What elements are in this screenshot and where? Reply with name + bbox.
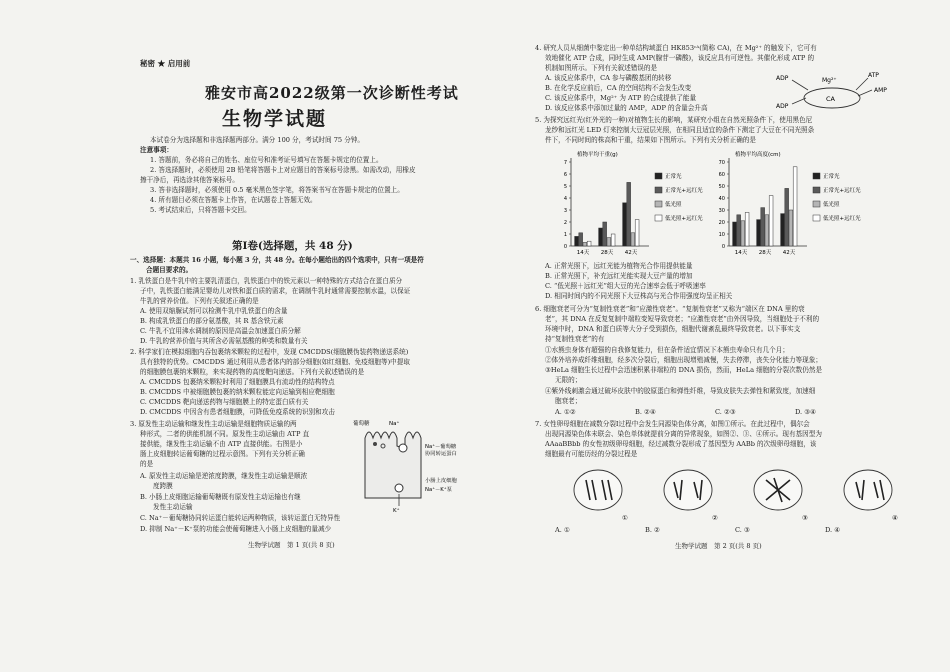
k-label: K⁺: [393, 508, 400, 514]
q3-option-a-cont: 度跨膜: [153, 482, 173, 490]
q3-option-c: C. Na⁺－葡萄糖协同转运蛋白能转运两种物质，该转运蛋白无特异性: [140, 514, 341, 522]
chart-legend-entry: 正常光+远红光: [665, 188, 703, 194]
q2-option-d: D. CMCDDS 中因含有患者细胞膜，可降低免疫系统的识别和攻击: [140, 408, 335, 416]
q6-option-b: B. ②④: [635, 408, 656, 416]
chart-bar: [635, 220, 639, 246]
q7-stem: 细胞最有可能历经的分裂过程是: [545, 450, 638, 458]
q2-option-c: C. CMCDDS 靶向递送药物与细胞膜上的特定蛋白质有关: [140, 398, 309, 406]
chart-y-tick-label: 30: [718, 208, 725, 214]
glucose-label: 葡萄糖: [353, 421, 370, 427]
chart-x-tick-label: 14天: [734, 250, 748, 256]
chart-bar: [745, 212, 749, 246]
chart-x-tick-label: 14天: [576, 250, 590, 256]
exam-title: 雅安市高2022级第一次诊断性考试: [205, 84, 459, 102]
q5-option-a: A. 正常光照下，远红光能为植物光合作用提供能量: [545, 262, 693, 270]
ca-label: CA: [826, 95, 835, 103]
q1-option-c: C. 牛乳不宜用沸水调制的原因是高温会加速蛋白质分解: [140, 327, 301, 335]
section-1-lead-cont: 合题目要求的。: [146, 266, 193, 274]
mg-label: Mg²⁺: [822, 77, 837, 84]
q6-fact: ③HeLa 细胞生长过程中会迅速积累非端粒的 DNA 损伤，然而，HeLa 细胞的分裂次数仍然是: [545, 366, 823, 374]
adp-top-label: ADP: [776, 75, 789, 82]
chart-bar: [757, 220, 761, 246]
q6-stem: 老”，其 DNA 在反复复制中端粒变短导致衰老；“应激性衰老”由外因导致，当细胞处于不利的: [545, 315, 820, 323]
q7-option-a: A. ①: [555, 526, 570, 534]
chart-y-tick-label: 4: [563, 196, 567, 202]
q5-stem: 龙纱和远红光 LED 灯来控制大豆冠层光照，在相同且适宜的条件下测定了大豆在不同光照条: [545, 126, 815, 134]
chart-bar: [603, 222, 607, 246]
chart-legend-entry: 低光照+远红光: [823, 216, 861, 222]
chart-bar: [741, 221, 745, 246]
q3-option-b-cont: 发性主动运输: [153, 503, 193, 511]
chart-bar: [579, 233, 583, 246]
q6-stem: 环境中时，DNA 和蛋白质等大分子受到损伤，细胞代谢紊乱最终导致衰老。以下事实支: [545, 325, 801, 333]
chart-x-tick-label: 42天: [782, 250, 796, 256]
chart-legend-swatch: [655, 201, 662, 207]
q1-option-d: D. 牛乳的营养价值与其所含必需氨基酸的种类和数量有关: [140, 337, 308, 345]
q5-height-chart: [705, 148, 905, 260]
chart-y-tick-label: 3: [563, 208, 567, 214]
q4-stem: 机制如图所示。下列有关叙述错误的是: [545, 64, 658, 72]
instruction-item: 4. 所有题目必须在答题卡上作答，在试题卷上答题无效。: [150, 196, 317, 204]
q2-stem: 的细胞膜包裹纳米颗粒，来实现药物的高度靶向递送。下列有关叙述错误的是: [140, 368, 365, 376]
instructions-heading: 注意事项：: [140, 146, 173, 154]
chart-x-tick-label: 42天: [624, 250, 638, 256]
chart-bar: [607, 238, 611, 246]
chart-legend-entry: 低光照: [665, 202, 682, 208]
chart-bar: [793, 167, 797, 246]
chart-bar: [761, 208, 765, 246]
chart-y-tick-label: 6: [563, 172, 567, 178]
chart-bar: [765, 215, 769, 246]
chart-ylabel: 植物平均高度(cm): [735, 152, 781, 158]
page-2: [475, 0, 950, 672]
meiosis-cell-4: [844, 470, 892, 510]
q7-stem: 7. 女性卵母细胞在减数分裂Ⅰ过程中会发生同源染色体分离，如图①所示。在此过程中，偶尔会: [535, 420, 810, 428]
q6-stem: 持“复制性衰老”的有: [545, 335, 605, 343]
chart-bar: [789, 210, 793, 246]
pump-label: Na⁺－K⁺泵: [425, 487, 452, 493]
q6-option-a: A. ①②: [555, 408, 576, 416]
q4-stem: 效地催化 ATP 合成，同时生成 AMP(腺苷一磷酸)，该反应具有可逆性。其催化形成 ATP 的: [545, 54, 815, 62]
q5-stem: 5. 为探究远红光(红外光的一种)对植物生长的影响，某研究小组在自然光照条件下，使用黑色尼: [535, 116, 813, 124]
secret-label: 秘密 ★ 启用前: [140, 59, 191, 68]
q7-option-b: B. ②: [645, 526, 660, 534]
chart-bar: [611, 234, 615, 246]
cell-label: 小肠上皮细胞: [425, 478, 457, 484]
chart-ylabel: 植物平均干重(g): [577, 152, 618, 158]
atp-out-arrow: [856, 78, 868, 90]
q7-stem: 出现同源染色体未联会、染色单体就提前分离的异常现象，如图②、③、④所示。现有基因型为: [545, 430, 822, 438]
q4-option-b: B. 在化学反应前后，CA 的空间结构不会发生改变: [545, 84, 692, 92]
q1-stem: 子中，乳铁蛋白能满足婴幼儿对铁和蛋白质的需求，在调制牛乳时通常需要控制水温，以保证: [140, 287, 411, 295]
glucose-dot: [373, 442, 377, 446]
q4-stem: 4. 研究人员从细菌中鉴定出一种单结构域蛋白 HK853ᶜᴬ(简称 CA)，在 Mg²⁺ 的触发下，它可有: [535, 44, 817, 52]
chart-y-tick-label: 0: [721, 244, 725, 250]
chart-legend-swatch: [655, 173, 662, 179]
na-label: Na⁺: [389, 421, 400, 427]
chart-y-tick-label: 50: [718, 184, 725, 190]
q5-option-d: D. 相同时间内的不同光照下大豆株高与光合作用强度均呈正相关: [545, 292, 733, 300]
atp-label: ATP: [868, 72, 879, 79]
q6-option-d: D. ③④: [795, 408, 817, 416]
adp-bottom-label: ADP: [776, 103, 789, 110]
chart-y-tick-label: 40: [718, 196, 725, 202]
q6-fact-cont: 无限的；: [555, 376, 582, 384]
section-1-title: 第Ⅰ卷(选择题，共 48 分): [232, 240, 353, 252]
q6-fact-cont: 胞衰老；: [555, 397, 582, 405]
q3-stem: 的是: [140, 460, 154, 468]
chart-bar: [575, 236, 579, 246]
q6-fact: ④紫外线刺激会通过破坏皮肤中的胶原蛋白和弹性纤维，导致皮肤失去弹性和紧致度，加速细: [545, 387, 816, 395]
chart-legend-entry: 低光照+远红光: [665, 216, 703, 222]
chart-bar: [627, 182, 631, 246]
chart-legend-swatch: [813, 187, 820, 193]
chart-legend-entry: 低光照: [823, 202, 840, 208]
q6-stem: 6. 细胞衰老可分为“复制性衰老”和“应激性衰老”。“复制性衰老”又称为“端区在 DNA 里的衰: [535, 305, 805, 313]
q6-fact: ①水熊虫身体有超强的自我修复能力，但在条件适宜情况下本熊虫寿命只有几个月；: [545, 346, 789, 354]
q5-option-b: B. 正常光照下，补充远红光能实现大豆产量的增加: [545, 272, 693, 280]
chart-y-tick-label: 10: [718, 232, 725, 238]
meiosis-cell-3: [754, 470, 802, 510]
chart-y-tick-label: 60: [718, 172, 725, 178]
chart-bar: [631, 233, 635, 246]
footer-page-2: 生物学试题 第 2 页(共 8 页): [675, 542, 762, 550]
chart-legend-entry: 正常光+远红光: [823, 188, 861, 194]
chart-legend-swatch: [655, 187, 662, 193]
q5-dry-weight-chart: [547, 148, 722, 260]
q3-option-d: D. 抑制 Na⁺－K⁺泵的功能会使葡萄糖进入小肠上皮细胞的量减少: [140, 525, 332, 533]
instruction-item: 1. 答题前，务必将自己的姓名、座位号和准考证号填写在答题卡规定的位置上。: [150, 156, 383, 164]
q3-option-b: B. 小肠上皮细胞运输葡萄糖既有原发性主动运输也有继: [140, 493, 301, 501]
q5-option-c: C. “低光照＋远红光”组大豆的光合速率会低于呼吸速率: [545, 282, 706, 290]
q2-stem: 2. 科学家们在模拟细胞内吞包裹纳米颗粒的过程中，发现 CMCDDS(细胞膜伪装药物递送系统): [130, 348, 409, 356]
chart-x-tick-label: 28天: [758, 250, 772, 256]
chart-bar: [623, 203, 627, 246]
instructions-intro: 本试卷分为选择题和非选择题两部分。满分 100 分，考试时间 75 分钟。: [150, 136, 364, 144]
chart-legend-swatch: [655, 215, 662, 221]
chart-bar: [733, 222, 737, 246]
q3-stem: 种形式，二者的供能机制不同。原发性主动运输由 ATP 直: [140, 430, 310, 438]
chart-y-tick-label: 20: [718, 220, 725, 226]
subject-title: 生物学试题: [222, 108, 328, 130]
chart-legend-swatch: [813, 201, 820, 207]
q3-stem: 接供能，继发性主动运输不由 ATP 直接供能。右图是小: [140, 440, 303, 448]
q3-stem: 3. 原发性主动运输和继发性主动运输是细胞物质运输的两: [130, 420, 297, 428]
q2-option-a: A. CMCDDS 包裹纳米颗粒时利用了细胞膜具有流动性的结构特点: [140, 378, 335, 386]
q1-stem: 1. 乳铁蛋白是牛乳中的主要乳清蛋白，乳铁蛋白中的铁元素以一种特殊的方式结合在蛋白质分: [130, 277, 403, 285]
meiosis-cell-1: [574, 470, 622, 510]
adp-in-arrow-2: [792, 98, 806, 104]
chart-bar: [737, 215, 741, 246]
chart-legend-swatch: [813, 215, 820, 221]
q7-meiosis-figure: [560, 462, 910, 524]
chart-y-tick-label: 7: [563, 160, 567, 166]
chart-legend-entry: 正常光: [823, 174, 840, 180]
instruction-item: 擦干净后，再选涂其他答案标号。: [140, 176, 239, 184]
chart-y-tick-label: 2: [563, 220, 567, 226]
q1-stem: 牛乳的营养价值。下列有关叙述正确的是: [140, 297, 259, 305]
figure-label-3: ③: [802, 514, 808, 522]
chart-legend-entry: 正常光: [665, 174, 682, 180]
cell-outline: [365, 432, 421, 498]
chart-bar: [583, 242, 587, 246]
adp-in-arrow: [792, 80, 808, 90]
chart-y-tick-label: 0: [563, 244, 567, 250]
q3-stem: 肠上皮细胞转运葡萄糖的过程示意图。下列有关分析正确: [140, 450, 305, 458]
q6-option-c: C. ②③: [715, 408, 736, 416]
instruction-item: 2. 答选择题时，必须使用 2B 铅笔将答题卡上对应题目的答案标号涂黑。如需改动，用橡皮: [150, 166, 416, 174]
q2-option-b: B. CMCDDS 中被细胞膜包裹的纳米颗粒能定向运输到相应靶细胞: [140, 388, 335, 396]
chart-x-tick-label: 28天: [600, 250, 614, 256]
chart-y-tick-label: 5: [563, 184, 567, 190]
amp-out-arrow: [858, 90, 872, 96]
chart-y-tick-label: 1: [563, 232, 567, 238]
footer-page-1: 生物学试题 第 1 页(共 8 页): [248, 541, 335, 549]
chart-bar: [769, 196, 773, 246]
q7-stem: AAaaBBbb 的女性初级卵母细胞，经过减数分裂形成了基因型为 AABb 的次级卵母细胞，该: [545, 440, 817, 448]
chart-bar: [781, 214, 785, 246]
instruction-item: 5. 考试结束后，只将答题卡交回。: [150, 206, 251, 214]
q1-option-b: B. 构成乳铁蛋白的部分氨基酸，其 R 基含铁元素: [140, 317, 284, 325]
q2-stem: 具有独特的优势。CMCDDS 通过利用从患者体内的部分细胞(如红细胞、免疫细胞等)中提取: [140, 358, 410, 366]
meiosis-cell-2: [664, 470, 712, 510]
q4-option-c: C. 该反应体系中，Mg²⁺ 为 ATP 的合成提供了能量: [545, 94, 697, 102]
q1-option-a: A. 使用双缩脲试剂可以检测牛乳中乳铁蛋白的含量: [140, 307, 288, 315]
q7-option-d: D. ④: [825, 526, 841, 534]
figure-label-1: ①: [622, 514, 628, 522]
section-1-lead: 一、选择题：本题共 16 小题，每小题 3 分，共 48 分。在每小题给出的四个选项中，只有一项是符: [130, 256, 424, 264]
chart-legend-swatch: [813, 173, 820, 179]
cotransporter-label-2: 协同转运蛋白: [425, 451, 457, 457]
cotransporter-label-1: Na⁺－葡萄糖: [425, 444, 457, 450]
figure-label-4: ④: [892, 514, 898, 522]
chart-bar: [785, 188, 789, 246]
q5-stem: 件下，不同时间的株高和干重，结果如下图所示。下列有关分析正确的是: [545, 136, 756, 144]
pump-shape: [395, 484, 403, 492]
q3-option-a: A. 原发性主动运输是逆浓度跨膜，继发性主动运输是顺浓: [140, 472, 308, 480]
q7-option-c: C. ③: [735, 526, 750, 534]
figure-label-2: ②: [712, 514, 718, 522]
q6-fact: ②体外培养成纤维细胞，经多次分裂后，细胞出现增殖减慢，失去停滞，丧失分化能力等现象；: [545, 356, 822, 364]
q3-transport-figure: [345, 418, 473, 514]
q4-ca-figure: [770, 68, 900, 114]
chart-y-tick-label: 70: [718, 160, 725, 166]
cotransporter-shape: [399, 444, 407, 452]
chart-bar: [599, 228, 603, 246]
amp-label: AMP: [874, 87, 887, 94]
instruction-item: 3. 答非选择题时，必须使用 0.5 毫米黑色签字笔，将答案书写在答题卡规定的位置上。: [150, 186, 404, 194]
chart-bar: [587, 241, 591, 246]
q4-option-d: D. 该反应体系中添加过量的 AMP，ADP 的含量会升高: [545, 104, 708, 112]
q4-option-a: A. 该反应体系中，CA 参与磷酸基团的转移: [545, 74, 672, 82]
